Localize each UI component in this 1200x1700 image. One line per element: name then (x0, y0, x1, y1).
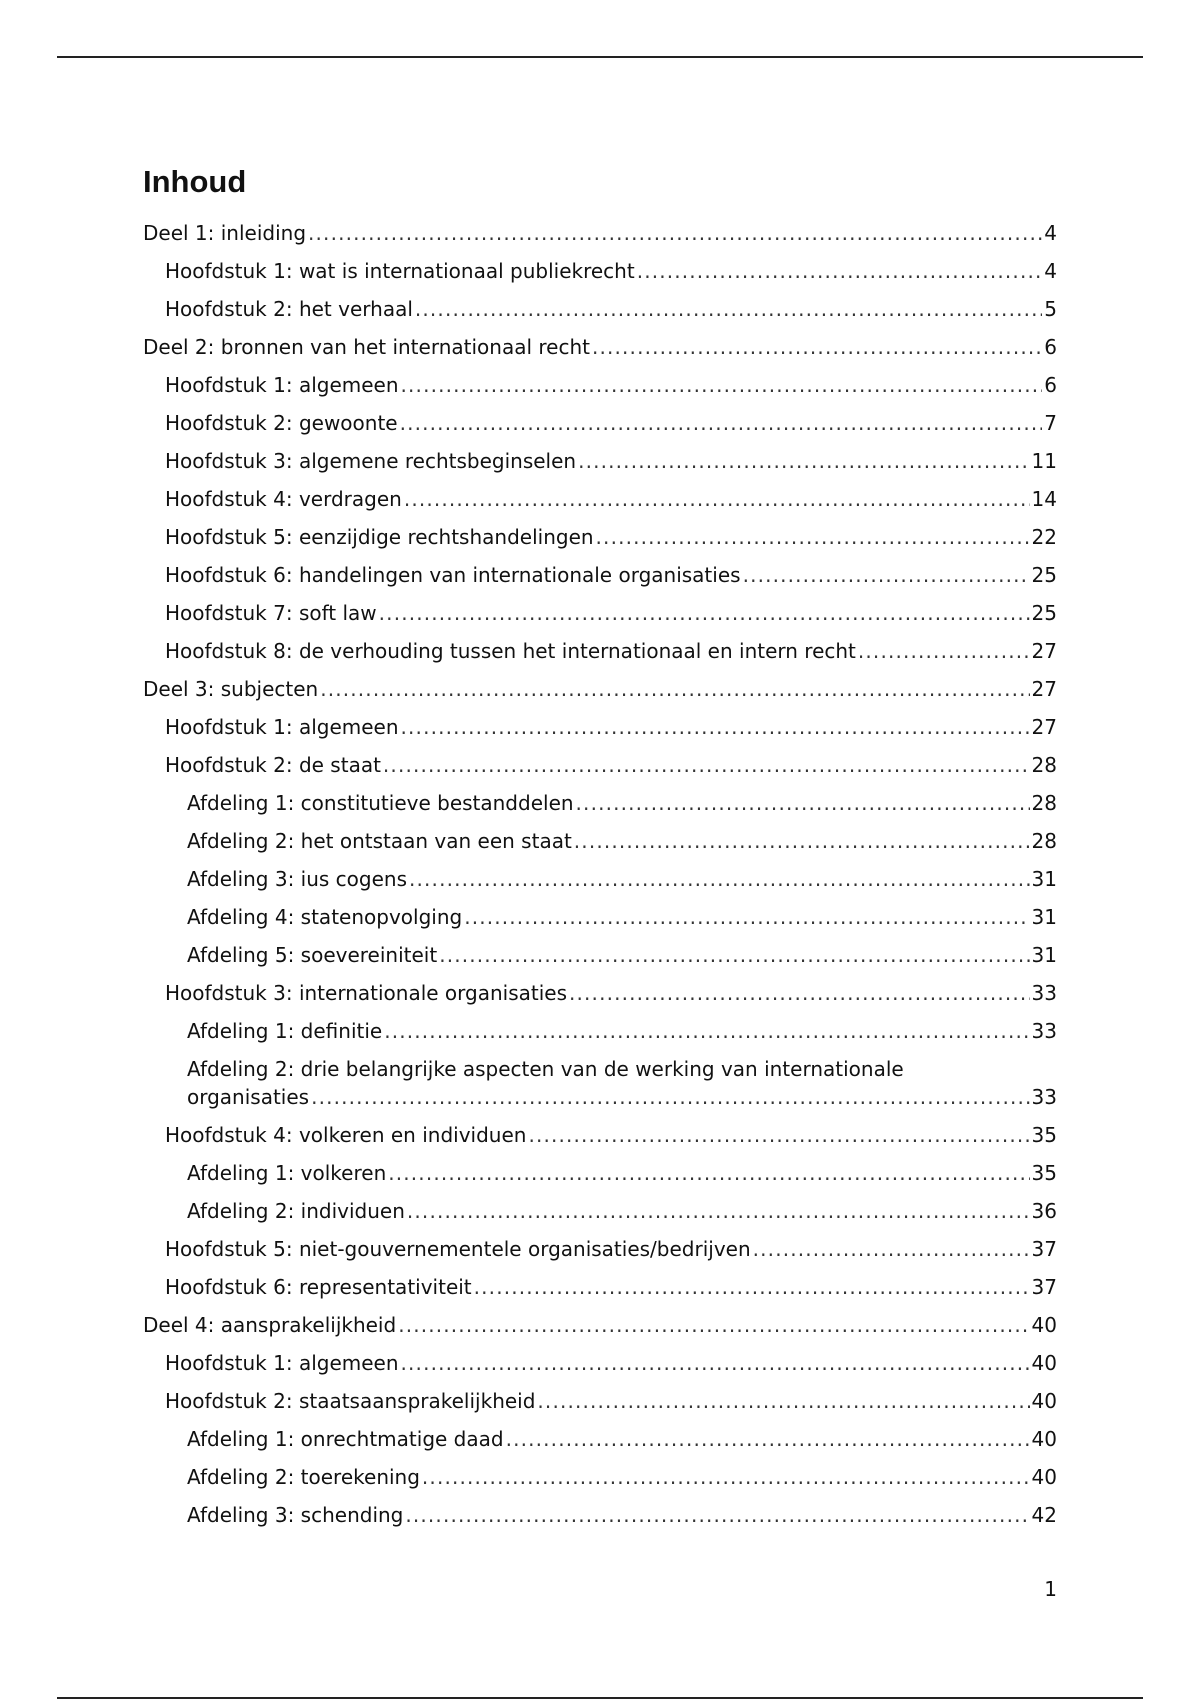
dot-leader (858, 637, 1030, 665)
toc-entry-label: Hoofdstuk 3: internationale organisaties (165, 981, 568, 1005)
dot-leader (383, 751, 1030, 779)
toc-entry-page: 31 (1031, 943, 1057, 967)
toc-entry-hoofdstuk[interactable] (143, 371, 1057, 399)
toc-entry-page: 25 (1031, 563, 1057, 587)
toc-entry-label: Hoofdstuk 1: algemeen (165, 1351, 399, 1375)
toc-entry-hoofdstuk[interactable] (143, 751, 1057, 779)
dot-leader (404, 485, 1030, 513)
toc-entry-label: Afdeling 2: individuen (187, 1199, 405, 1223)
toc-entry-afdeling[interactable] (143, 1463, 1057, 1491)
toc-entry-page: 27 (1031, 677, 1057, 701)
toc-entry-afdeling[interactable] (143, 789, 1057, 817)
page-number: 1 (1044, 1577, 1057, 1601)
toc-entry-hoofdstuk[interactable] (143, 409, 1057, 437)
toc-entry-label: Afdeling 3: schending (187, 1503, 404, 1527)
toc-entry-page: 27 (1031, 715, 1057, 739)
table-of-contents (143, 219, 1057, 1539)
toc-entry-page: 40 (1031, 1313, 1057, 1337)
toc-entry-label: Afdeling 1: definitie (187, 1019, 383, 1043)
toc-entry-page: 37 (1031, 1237, 1057, 1261)
toc-entry-page: 14 (1031, 487, 1057, 511)
dot-leader (637, 257, 1043, 285)
toc-entry-label: Deel 2: bronnen van het internationaal recht (143, 335, 590, 359)
toc-entry-hoofdstuk[interactable] (143, 523, 1057, 551)
dot-leader (528, 1121, 1029, 1149)
dot-leader (320, 675, 1029, 703)
dot-leader (592, 333, 1042, 361)
dot-leader (401, 371, 1043, 399)
toc-entry-label: Hoofdstuk 1: wat is internationaal publiekrecht (165, 259, 635, 283)
toc-entry-label: Afdeling 3: ius cogens (187, 867, 408, 891)
toc-entry-page: 6 (1044, 335, 1057, 359)
toc-entry-hoofdstuk[interactable] (143, 1349, 1057, 1377)
toc-entry-label: Hoofdstuk 2: de staat (165, 753, 381, 777)
toc-entry-deel-1[interactable] (143, 219, 1057, 247)
toc-entry-page: 28 (1031, 791, 1057, 815)
toc-entry-page: 40 (1031, 1465, 1057, 1489)
toc-entry-label: Afdeling 2: het ontstaan van een staat (187, 829, 572, 853)
toc-entry-label: Afdeling 4: statenopvolging (187, 905, 463, 929)
toc-entry-label: Hoofdstuk 8: de verhouding tussen het internationaal en intern recht (165, 639, 856, 663)
toc-entry-label: Hoofdstuk 2: het verhaal (165, 297, 413, 321)
toc-entry-label: Deel 3: subjecten (143, 677, 319, 701)
dot-leader (464, 903, 1029, 931)
toc-entry-label: Afdeling 1: volkeren (187, 1161, 387, 1185)
toc-entry-afdeling[interactable] (143, 1425, 1057, 1453)
dot-leader (415, 295, 1042, 323)
toc-entry-label: Hoofdstuk 5: eenzijdige rechtshandelingen (165, 525, 594, 549)
toc-entry-label: Hoofdstuk 7: soft law (165, 601, 377, 625)
toc-entry-page: 37 (1031, 1275, 1057, 1299)
dot-leader (578, 447, 1029, 475)
toc-entry-label: Afdeling 1: constitutieve bestanddelen (187, 791, 574, 815)
toc-entry-label: Deel 1: inleiding (143, 221, 307, 245)
footer-rule (57, 1697, 1143, 1699)
dot-leader (596, 523, 1030, 551)
dot-leader (506, 1425, 1030, 1453)
toc-entry-label: Hoofdstuk 6: representativiteit (165, 1275, 472, 1299)
toc-entry-hoofdstuk[interactable] (143, 979, 1057, 1007)
toc-entry-label: Afdeling 1: onrechtmatige daad (187, 1427, 504, 1451)
header-rule (57, 56, 1143, 58)
dot-leader (576, 789, 1030, 817)
dot-leader (439, 941, 1029, 969)
toc-entry-hoofdstuk[interactable] (143, 1121, 1057, 1149)
toc-entry-label: Hoofdstuk 4: verdragen (165, 487, 402, 511)
toc-entry-afdeling[interactable] (143, 1159, 1057, 1187)
dot-leader (574, 827, 1030, 855)
dot-leader (401, 1349, 1030, 1377)
toc-entry-afdeling[interactable] (143, 865, 1057, 893)
toc-entry-afdeling[interactable] (143, 1017, 1057, 1045)
toc-entry-afdeling[interactable] (143, 1501, 1057, 1529)
dot-leader (388, 1159, 1029, 1187)
toc-entry-deel-3[interactable] (143, 675, 1057, 703)
toc-entry-page: 36 (1031, 1199, 1057, 1223)
toc-entry-label: Hoofdstuk 3: algemene rechtsbeginselen (165, 449, 577, 473)
dot-leader (743, 561, 1030, 589)
toc-entry-hoofdstuk[interactable] (143, 1273, 1057, 1301)
toc-entry-page: 28 (1031, 829, 1057, 853)
toc-entry-afdeling[interactable] (143, 941, 1057, 969)
toc-entry-page: 33 (1031, 1085, 1057, 1109)
dot-leader (398, 1311, 1029, 1339)
toc-heading: Inhoud (143, 164, 247, 199)
toc-entry-label: Deel 4: aansprakelijkheid (143, 1313, 397, 1337)
toc-entry-page: 40 (1031, 1389, 1057, 1413)
toc-entry-label: Hoofdstuk 1: algemeen (165, 373, 399, 397)
toc-entry-hoofdstuk[interactable] (143, 257, 1057, 285)
toc-entry-page: 25 (1031, 601, 1057, 625)
dot-leader (569, 979, 1030, 1007)
toc-entry-hoofdstuk[interactable] (143, 1387, 1057, 1415)
toc-entry-afdeling[interactable] (143, 1197, 1057, 1225)
toc-entry-page: 35 (1031, 1123, 1057, 1147)
toc-entry-label: Hoofdstuk 6: handelingen van internationale organisaties (165, 563, 741, 587)
toc-entry-label: Hoofdstuk 2: gewoonte (165, 411, 398, 435)
dot-leader (407, 1197, 1030, 1225)
dot-leader (405, 1501, 1029, 1529)
toc-entry-hoofdstuk[interactable] (143, 713, 1057, 741)
toc-entry-hoofdstuk[interactable] (143, 1235, 1057, 1263)
toc-entry-hoofdstuk[interactable] (143, 295, 1057, 323)
dot-leader (753, 1235, 1030, 1263)
toc-entry-hoofdstuk[interactable] (143, 485, 1057, 513)
toc-entry-label: Afdeling 5: soevereiniteit (187, 943, 438, 967)
dot-leader (379, 599, 1030, 627)
toc-entry-page: 22 (1031, 525, 1057, 549)
toc-entry-page: 11 (1031, 449, 1057, 473)
toc-entry-hoofdstuk[interactable] (143, 637, 1057, 665)
dot-leader (474, 1273, 1030, 1301)
toc-entry-page: 27 (1031, 639, 1057, 663)
toc-entry-label-continued: organisaties (187, 1085, 310, 1109)
toc-entry-page: 33 (1031, 981, 1057, 1005)
dot-leader (308, 219, 1042, 247)
toc-entry-afdeling[interactable] (143, 903, 1057, 931)
toc-entry-page: 31 (1031, 905, 1057, 929)
toc-entry-page: 28 (1031, 753, 1057, 777)
toc-entry-hoofdstuk[interactable] (143, 561, 1057, 589)
dot-leader (384, 1017, 1029, 1045)
toc-entry-page: 5 (1044, 297, 1057, 321)
dot-leader (311, 1083, 1029, 1111)
toc-entry-page: 40 (1031, 1427, 1057, 1451)
toc-entry-afdeling[interactable] (143, 1055, 1057, 1111)
dot-leader (422, 1463, 1030, 1491)
toc-entry-label: Hoofdstuk 4: volkeren en individuen (165, 1123, 527, 1147)
toc-entry-deel-2[interactable] (143, 333, 1057, 361)
toc-entry-label: Afdeling 2: drie belangrijke aspecten van de werking van internationale (187, 1057, 904, 1081)
toc-entry-afdeling[interactable] (143, 827, 1057, 855)
toc-entry-deel-4[interactable] (143, 1311, 1057, 1339)
toc-entry-label: Hoofdstuk 5: niet-gouvernementele organisaties/bedrijven (165, 1237, 751, 1261)
toc-entry-page: 40 (1031, 1351, 1057, 1375)
toc-entry-label: Hoofdstuk 2: staatsaansprakelijkheid (165, 1389, 536, 1413)
toc-entry-page: 35 (1031, 1161, 1057, 1185)
toc-entry-page: 31 (1031, 867, 1057, 891)
toc-entry-hoofdstuk[interactable] (143, 447, 1057, 475)
toc-entry-page: 4 (1044, 221, 1057, 245)
toc-entry-hoofdstuk[interactable] (143, 599, 1057, 627)
toc-entry-label: Hoofdstuk 1: algemeen (165, 715, 399, 739)
toc-entry-page: 4 (1044, 259, 1057, 283)
dot-leader (537, 1387, 1029, 1415)
toc-entry-page: 7 (1044, 411, 1057, 435)
dot-leader (409, 865, 1030, 893)
dot-leader (401, 713, 1030, 741)
dot-leader (400, 409, 1043, 437)
toc-entry-page: 6 (1044, 373, 1057, 397)
toc-entry-label: Afdeling 2: toerekening (187, 1465, 420, 1489)
toc-entry-page: 33 (1031, 1019, 1057, 1043)
toc-entry-page: 42 (1031, 1503, 1057, 1527)
